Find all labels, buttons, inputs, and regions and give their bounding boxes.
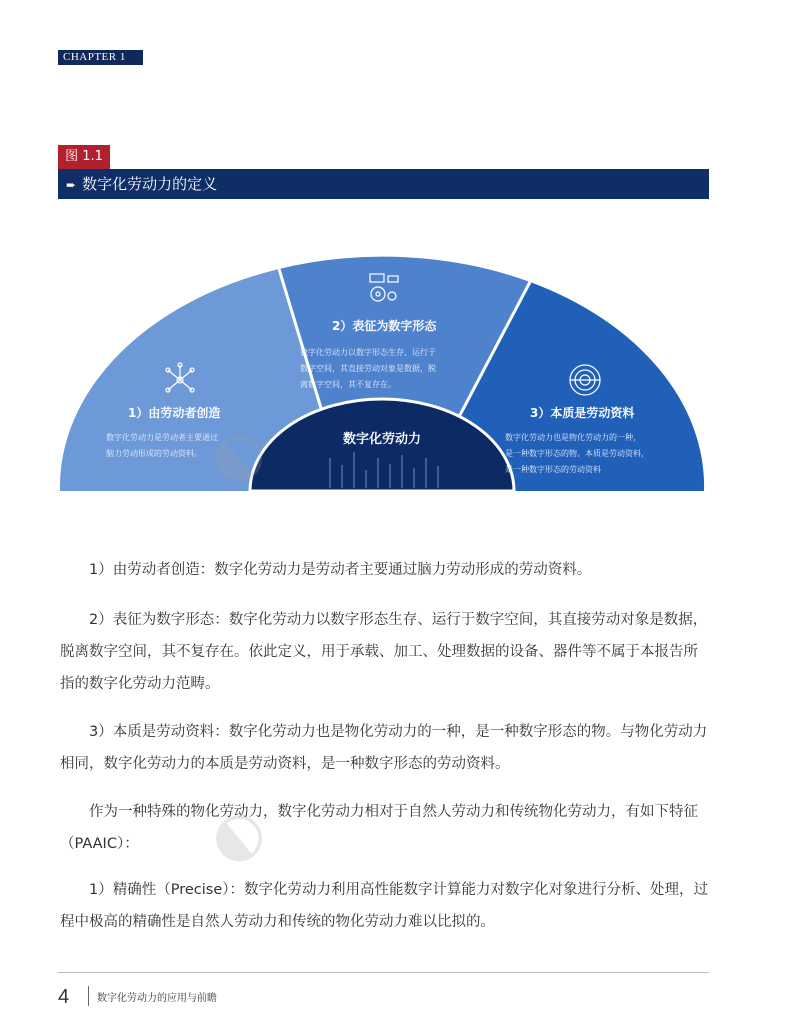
segment-text-3a: 数字化劳动力也是物化劳动力的一种， [505,433,641,442]
paragraph-5: 1）精确性（Precise）：数字化劳动力利用高性能数字计算能力对数字化对象进行分析、处理，过程中极高的精确性是自然人劳动力和传统的物化劳动力难以比拟的。 [60,882,709,930]
watermark-logo-2: ◐ [193,791,279,879]
segment-text-2a: 数字化劳动力以数字形态生存、运行于 [300,348,436,357]
chapter-label: CHAPTER 1 [58,50,143,65]
figure-title: 数字化劳动力的定义 [82,175,218,193]
paragraph-2: 2）表征为数字形态：数字化劳动力以数字形态生存、运行于数字空间，其直接劳动对象是数据，脱离数字空间，其不复存在。依此定义，用于承载、加工、处理数据的设备、器件等不属于本报告所指的数字化劳动力范畴。 [60,612,708,692]
paragraph-3: 3）本质是劳动资料：数字化劳动力也是物化劳动力的一种，是一种数字形态的物。与物化劳动力相同，数字化劳动力的本质是劳动资料，是一种数字形态的劳动资料。 [60,724,708,772]
footer-separator [88,986,89,1006]
figure-number: 图 1.1 [58,145,110,169]
paragraph-1: 1）由劳动者创造：数字化劳动力是劳动者主要通过脑力劳动形成的劳动资料。 [89,562,592,578]
segment-text-1b: 脑力劳动形成的劳动资料。 [106,449,202,458]
center-label: 数字化劳动力 [342,432,422,447]
segment-text-2b: 数字空间，其直接劳动对象是数据，脱 [300,364,436,373]
segment-text-3b: 是一种数字形态的物。本质是劳动资料， [505,449,649,458]
segment-text-3c: 是一种数字形态的劳动资料 [505,465,601,474]
watermark-logo: ◐ [193,411,279,499]
page-number: 4 [58,986,70,1008]
paragraph-4: 作为一种特殊的物化劳动力，数字化劳动力相对于自然人劳动力和传统物化劳动力，有如下特征（PAAIC）： [60,804,698,852]
running-title: 数字化劳动力的应用与前瞻 [97,993,217,1004]
arrow-icon: ➨ [66,178,77,192]
segment-title-1: 1）由劳动者创造 [128,406,221,420]
maze-circle-icon [570,365,600,395]
footer-rule [58,972,709,973]
segment-title-3: 3）本质是劳动资料 [530,406,635,420]
segment-text-1a: 数字化劳动力是劳动者主要通过 [106,433,218,442]
segment-text-2c: 离数字空间，其不复存在。 [300,380,396,389]
segment-title-2: 2）表征为数字形态 [332,319,437,333]
